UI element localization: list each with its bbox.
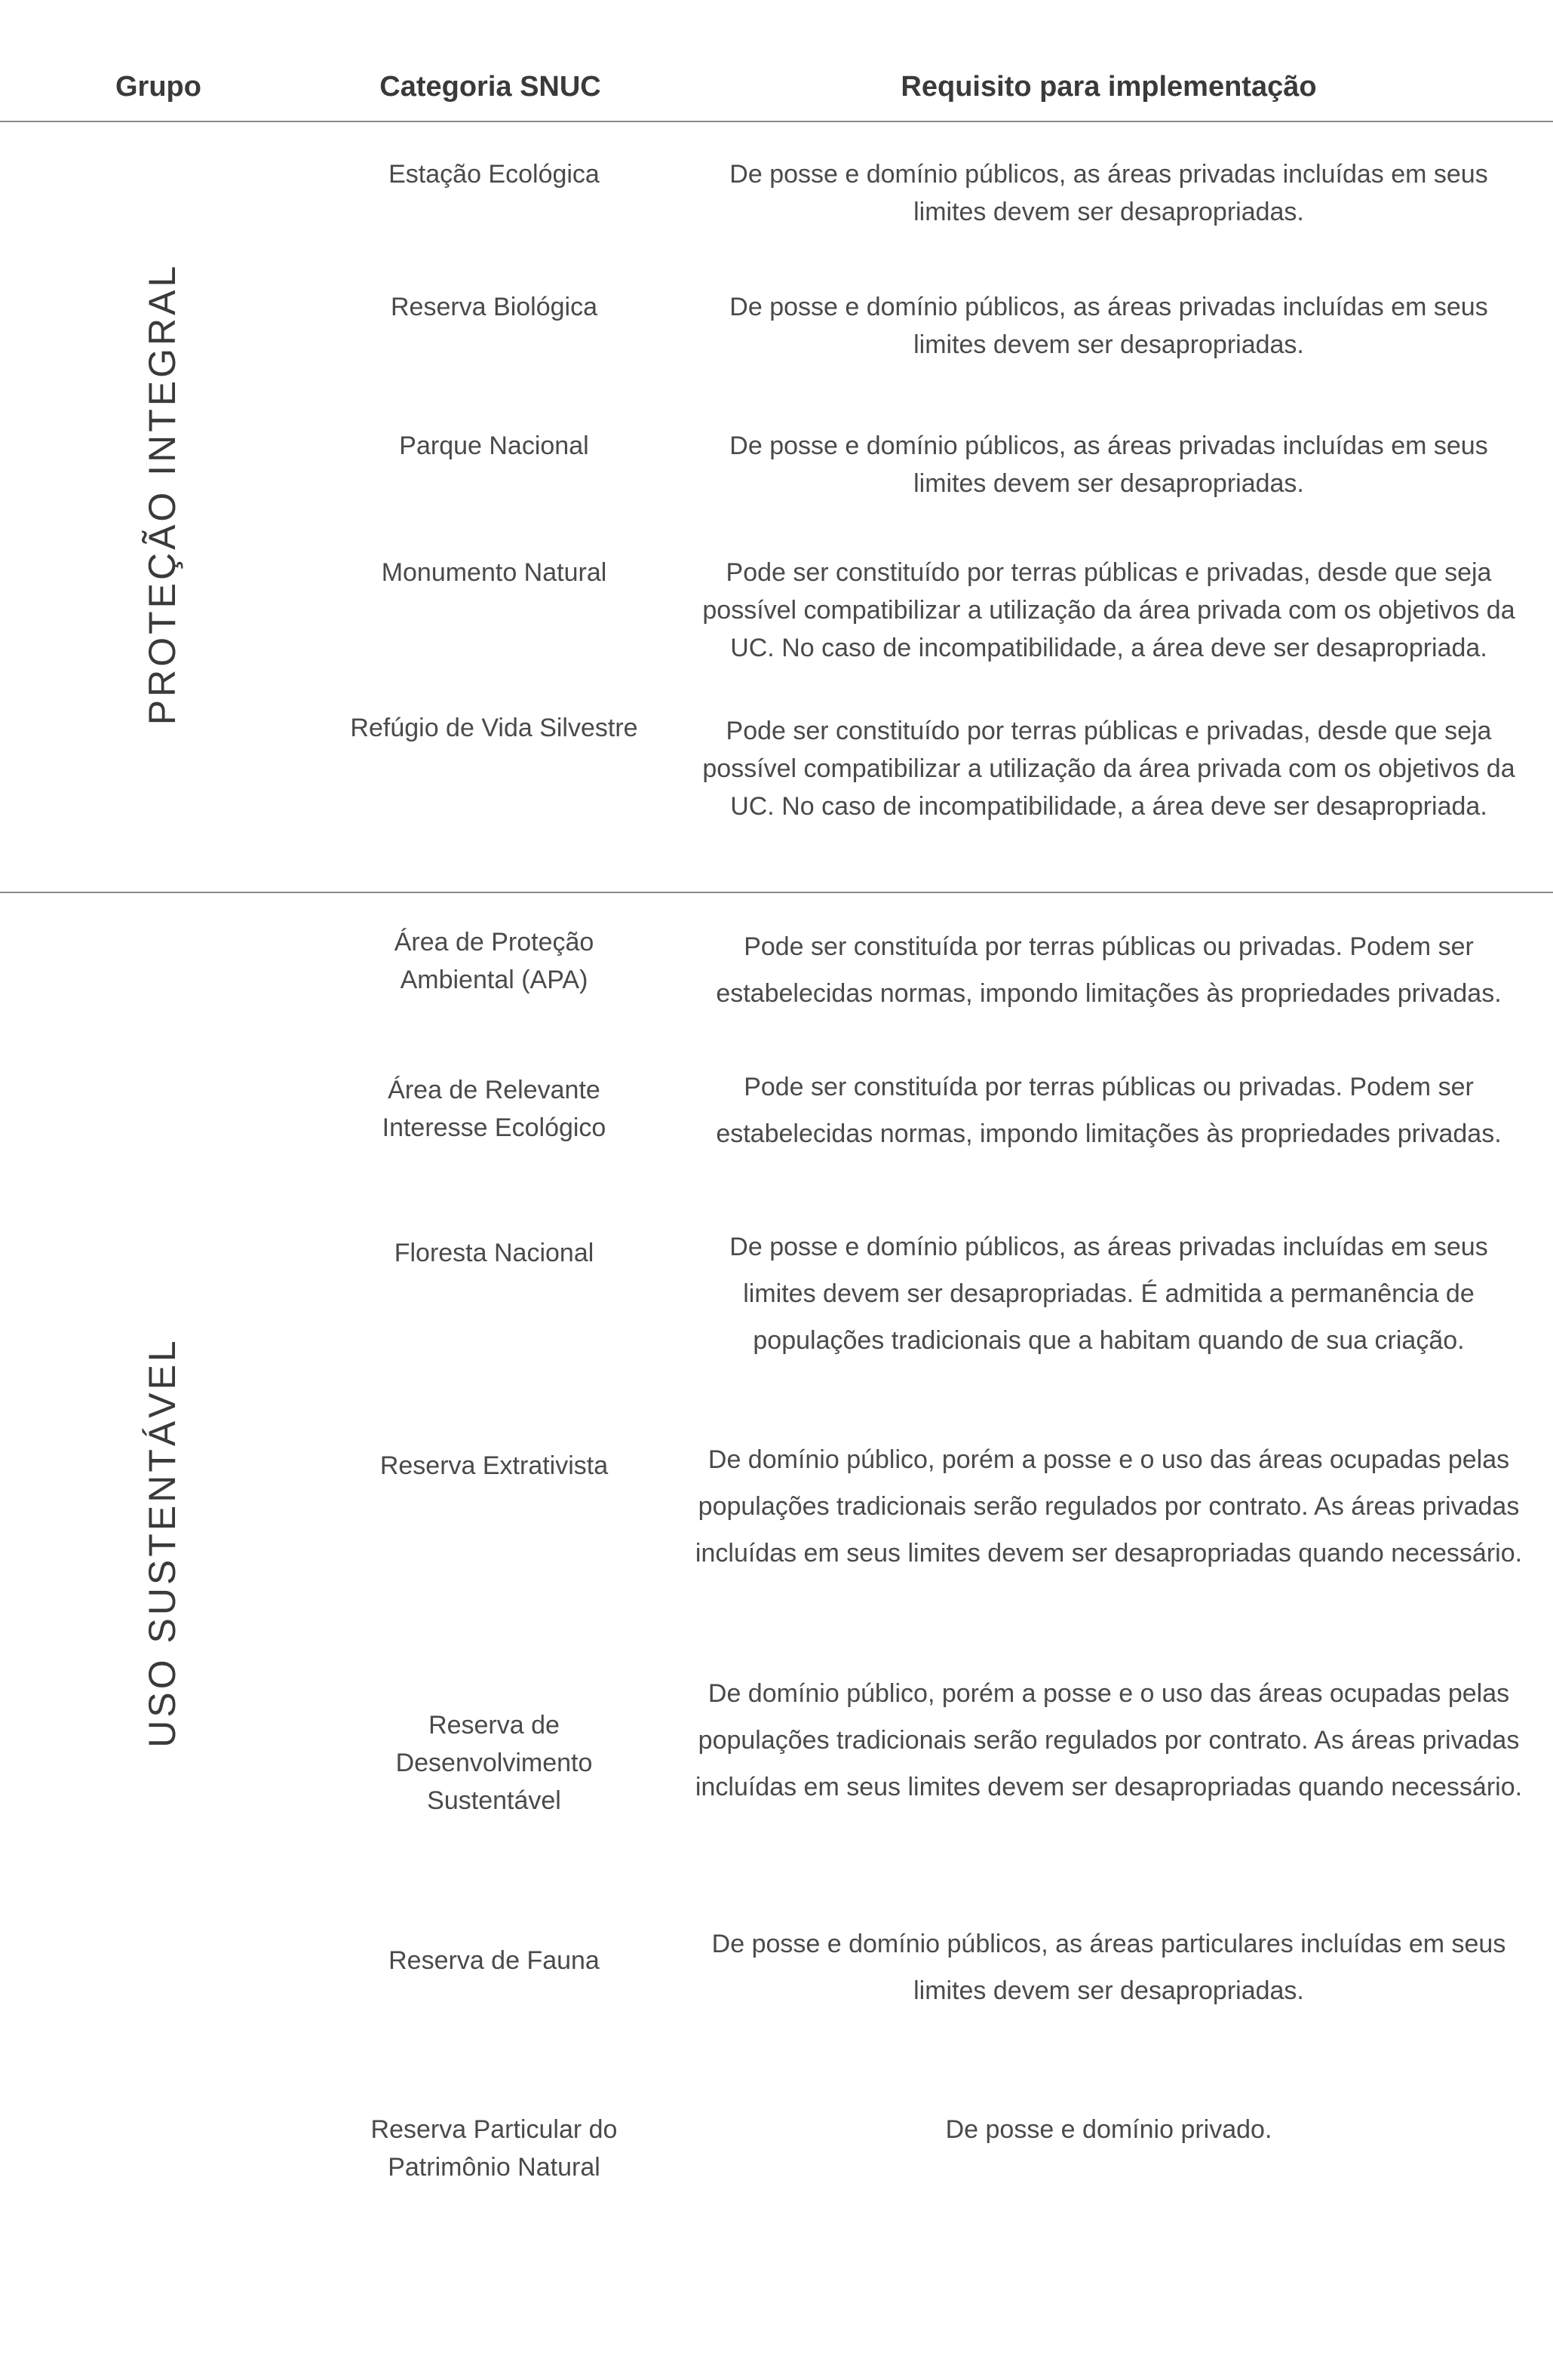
- categoria-cell: Estação Ecológica: [388, 160, 600, 189]
- categoria-cell: Reserva Particular do Patrimônio Natural: [370, 2115, 618, 2182]
- categoria-cell: Monumento Natural: [381, 558, 607, 587]
- column-header-requisito: Requisito para implementação: [901, 71, 1317, 103]
- requisito-cell: De posse e domínio públicos, as áreas particulares incluídas em seus limites devem ser desapropriadas.: [711, 1930, 1506, 2005]
- categoria-cell: Área de Proteção Ambiental (APA): [394, 928, 594, 994]
- column-header-grupo: Grupo: [115, 71, 201, 103]
- categoria-cell: Área de Relevante Interesse Ecológico: [382, 1076, 606, 1142]
- group-label-uso-sustentavel: USO SUSTENTÁVEL: [141, 1337, 183, 1748]
- column-header-categoria: Categoria SNUC: [379, 71, 601, 103]
- categoria-cell: Reserva de Desenvolvimento Sustentável: [395, 1711, 593, 1815]
- group-label-protecao-integral: PROTEÇÃO INTEGRAL: [141, 263, 183, 726]
- requisito-cell: Pode ser constituído por terras públicas e privadas, desde que seja possível compatibilizar a utilização da área privada com os objetivos da UC. No caso de incompatibilidade, a área deve ser desapropriada.: [702, 717, 1515, 821]
- categoria-cell: Refúgio de Vida Silvestre: [350, 714, 638, 742]
- requisito-cell: De domínio público, porém a posse e o uso das áreas ocupadas pelas populações tradicionais serão regulados por contrato. As áreas privadas incluídas em seus limites devem ser desapropriadas quando necessário.: [695, 1445, 1523, 1568]
- requisito-cell: De posse e domínio públicos, as áreas privadas incluídas em seus limites devem ser desapropriadas.: [729, 160, 1488, 226]
- requisito-cell: Pode ser constituído por terras públicas e privadas, desde que seja possível compatibilizar a utilização da área privada com os objetivos da UC. No caso de incompatibilidade, a área deve ser desapropriada.: [702, 558, 1515, 662]
- requisito-cell: De posse e domínio públicos, as áreas privadas incluídas em seus limites devem ser desapropriadas. É admitida a permanência de populações tradicionais que a habitam quando de sua criação.: [729, 1233, 1488, 1355]
- requisito-cell: Pode ser constituída por terras públicas ou privadas. Podem ser estabelecidas normas, impondo limitações às propriedades privadas.: [716, 932, 1502, 1008]
- categoria-cell: Parque Nacional: [399, 431, 589, 460]
- categoria-cell: Reserva de Fauna: [388, 1946, 600, 1975]
- categoria-cell: Reserva Biológica: [390, 293, 598, 321]
- requisito-cell: De posse e domínio públicos, as áreas privadas incluídas em seus limites devem ser desapropriadas.: [729, 293, 1488, 359]
- group-divider: [0, 892, 1553, 893]
- categoria-cell: Floresta Nacional: [394, 1239, 594, 1267]
- categoria-cell: Reserva Extrativista: [379, 1451, 609, 1480]
- requisito-cell: De domínio público, porém a posse e o uso das áreas ocupadas pelas populações tradicionais serão regulados por contrato. As áreas privadas incluídas em seus limites devem ser desapropriadas quando necessário.: [695, 1679, 1523, 1801]
- header-divider: [0, 121, 1553, 122]
- requisito-cell: Pode ser constituída por terras públicas ou privadas. Podem ser estabelecidas normas, impondo limitações às propriedades privadas.: [716, 1073, 1502, 1148]
- requisito-cell: De posse e domínio públicos, as áreas privadas incluídas em seus limites devem ser desapropriadas.: [729, 431, 1488, 498]
- requisito-cell: De posse e domínio privado.: [945, 2115, 1272, 2144]
